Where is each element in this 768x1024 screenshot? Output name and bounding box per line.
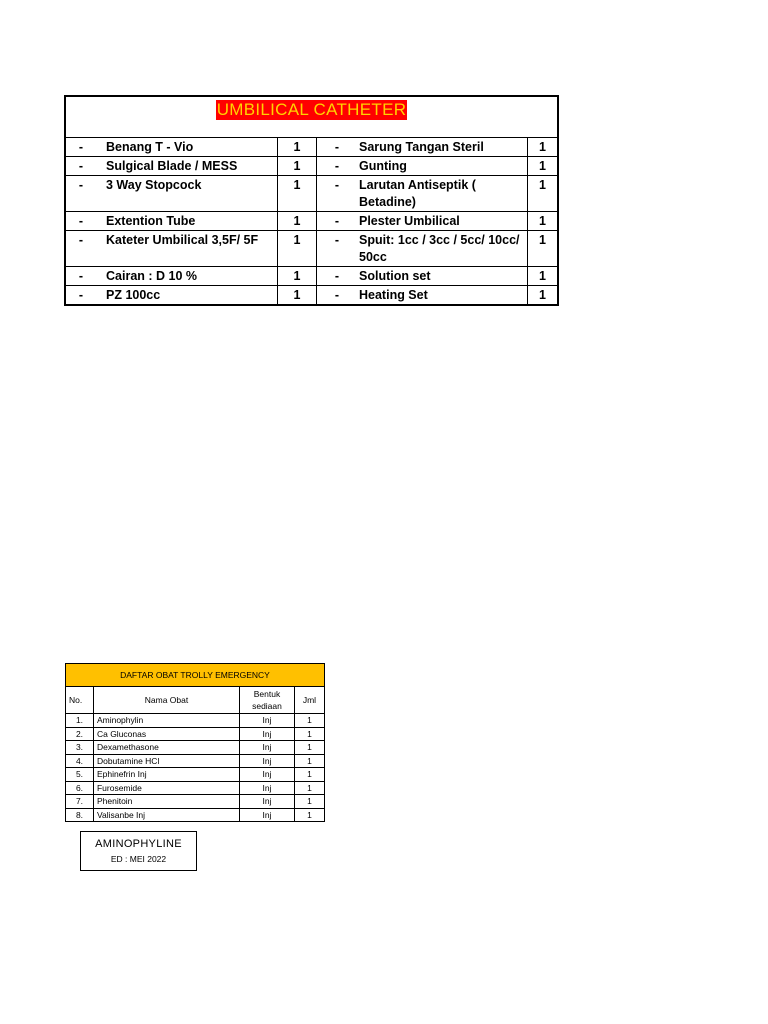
drug-no: 5. [66, 768, 94, 782]
drug-name: Ca Gluconas [93, 727, 239, 741]
row-qty-right: 1 [527, 212, 557, 230]
drug-no: 1. [66, 714, 94, 728]
drug-row [66, 808, 325, 822]
drug-form: Inj [240, 741, 295, 755]
umbilical-rows [66, 138, 557, 304]
drug-form: Inj [240, 714, 295, 728]
row-dash-right: - [334, 214, 340, 228]
row-dash-right: - [334, 178, 340, 192]
row-item-left: Kateter Umbilical 3,5F/ 5F [106, 233, 259, 247]
drug-qty: 1 [294, 781, 324, 795]
drug-table-header-row [66, 687, 325, 714]
row-item-left: Extention Tube [106, 214, 196, 228]
row-item-left: Benang T - Vio [106, 140, 194, 154]
drug-qty: 1 [294, 727, 324, 741]
drug-row [66, 781, 325, 795]
row-qty-right: 1 [527, 157, 557, 175]
row-item-right: Spuit: 1cc / 3cc / 5cc/ 10cc/ 50cc [359, 233, 520, 264]
row-qty-left: 1 [277, 286, 317, 304]
row-qty-right: 1 [527, 286, 557, 304]
drug-name: Aminophylin [93, 714, 239, 728]
row-qty-right: 1 [527, 138, 557, 156]
drug-no: 7. [66, 795, 94, 809]
drug-form: Inj [240, 727, 295, 741]
umbilical-row [66, 175, 557, 211]
drug-no: 6. [66, 781, 94, 795]
umbilical-row [66, 230, 557, 266]
umbilical-catheter-table [64, 95, 559, 306]
row-qty-left: 1 [277, 231, 317, 266]
drug-no: 8. [66, 808, 94, 822]
umbilical-row [66, 156, 557, 175]
drug-row [66, 754, 325, 768]
label-expiry: ED : MEI 2022 [110, 854, 167, 864]
row-item-left: 3 Way Stopcock [106, 178, 202, 192]
drug-qty: 1 [294, 754, 324, 768]
row-dash-left: - [78, 159, 84, 173]
drug-qty: 1 [294, 795, 324, 809]
row-qty-left: 1 [277, 176, 317, 211]
umbilical-row [66, 285, 557, 304]
drug-no: 3. [66, 741, 94, 755]
label-drug-name: AMINOPHYLINE [95, 838, 182, 850]
row-item-left: PZ 100cc [106, 288, 161, 302]
row-dash-right: - [334, 288, 340, 302]
row-dash-left: - [78, 269, 84, 283]
row-item-left: Cairan : D 10 % [106, 269, 198, 283]
drug-form: Inj [240, 795, 295, 809]
drug-qty: 1 [294, 714, 324, 728]
row-qty-left: 1 [277, 157, 317, 175]
row-dash-left: - [78, 140, 84, 154]
drug-row [66, 741, 325, 755]
col-name: Nama Obat [93, 687, 239, 714]
drug-form: Inj [240, 768, 295, 782]
row-qty-right: 1 [527, 231, 557, 266]
row-dash-left: - [78, 288, 84, 302]
drug-name: Dobutamine HCl [93, 754, 239, 768]
row-dash-right: - [334, 269, 340, 283]
col-no: No. [66, 687, 94, 714]
medicine-label [80, 831, 197, 871]
row-dash-right: - [334, 233, 340, 247]
drug-name: Dexamethasone [93, 741, 239, 755]
drug-name: Valisanbe Inj [93, 808, 239, 822]
drug-name: Ephinefrin Inj [93, 768, 239, 782]
row-qty-right: 1 [527, 267, 557, 285]
row-item-left: Sulgical Blade / MESS [106, 159, 238, 173]
row-qty-left: 1 [277, 267, 317, 285]
umbilical-title: UMBILICAL CATHETER [216, 100, 407, 119]
drug-row [66, 768, 325, 782]
drug-name: Phenitoin [93, 795, 239, 809]
row-dash-right: - [334, 159, 340, 173]
drug-form: Inj [240, 754, 295, 768]
row-dash-right: - [334, 140, 340, 154]
umbilical-row [66, 138, 557, 156]
col-qty: Jml [294, 687, 324, 714]
drug-row [66, 727, 325, 741]
drug-qty: 1 [294, 741, 324, 755]
drug-form: Inj [240, 808, 295, 822]
row-item-right: Solution set [359, 269, 431, 283]
drug-name: Furosemide [93, 781, 239, 795]
row-qty-left: 1 [277, 212, 317, 230]
drug-rows [66, 714, 325, 822]
umbilical-row [66, 211, 557, 230]
drug-form: Inj [240, 781, 295, 795]
umbilical-row [66, 266, 557, 285]
row-dash-left: - [78, 178, 84, 192]
col-form: Bentuk sediaan [240, 687, 295, 714]
row-dash-left: - [78, 233, 84, 247]
umbilical-title-row [66, 97, 557, 138]
row-item-right: Heating Set [359, 288, 428, 302]
row-item-right: Larutan Antiseptik ( Betadine) [359, 178, 476, 209]
row-dash-left: - [78, 214, 84, 228]
drug-row [66, 795, 325, 809]
row-qty-right: 1 [527, 176, 557, 211]
row-qty-left: 1 [277, 138, 317, 156]
drug-row [66, 714, 325, 728]
drug-qty: 1 [294, 808, 324, 822]
drug-no: 2. [66, 727, 94, 741]
row-item-right: Plester Umbilical [359, 214, 460, 228]
row-item-right: Gunting [359, 159, 407, 173]
row-item-right: Sarung Tangan Steril [359, 140, 484, 154]
drug-table-title: DAFTAR OBAT TROLLY EMERGENCY [66, 664, 325, 687]
emergency-drug-table [65, 663, 325, 822]
drug-no: 4. [66, 754, 94, 768]
drug-qty: 1 [294, 768, 324, 782]
